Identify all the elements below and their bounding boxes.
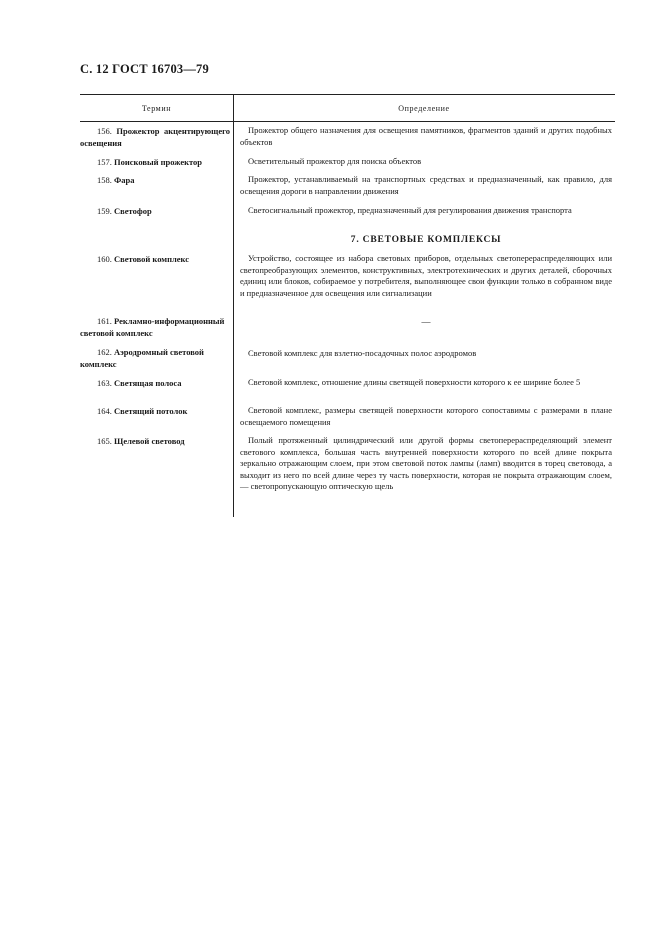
term-cell: 165. Щелевой световод [97,436,185,446]
definition-cell: Осветительный прожектор для поиска объектов [248,156,422,166]
term-cell: 159. Светофор [97,206,152,216]
definition-cell: Световой комплекс, отношение длины светящей поверхности которого к ее ширине более 5 [248,377,581,387]
section-title: 7. СВЕТОВЫЕ КОМПЛЕКСЫ [350,235,502,245]
definition-cell: Прожектор, устанавливаемый на транспортных средствах и предназначенный, как правило, для освещения дороги в направлении движения [240,174,612,196]
table-top-rule [80,94,615,95]
definition-cell: Устройство, состоящее из набора световых приборов, отдельных светоперераспределяющих или светопреобразующих элементов, конструктивных, электротехнических и других деталей, сборочных единиц или блоков, собираемое у потребителя, выполняющее свои функции только в собранном виде и предназначенное для освещения или сигнализации [240,253,612,298]
term-cell: 156. Прожектор акцентирующего освещения [80,126,231,148]
column-divider [233,94,234,517]
page-header: С. 12 ГОСТ 16703—79 [80,62,209,76]
term-cell: 162. Аэродромный световой комплекс [80,347,204,369]
definition-cell: Световой комплекс для взлетно-посадочных полос аэродромов [248,348,477,358]
definition-cell: Световой комплекс, размеры светящей поверхности которого сопоставимы с размерами в плане освещаемого помещения [240,405,612,427]
definition-cell: — [421,317,431,327]
term-cell: 160. Световой комплекс [97,254,189,264]
column-header-definition: Определение [398,104,450,113]
term-cell: 164. Светящий потолок [97,406,188,416]
definition-cell: Полый протяженный цилиндрический или другой формы светоперераспределяющий элемент светового комплекса, большая часть внутренней поверхности которого по всей длине покрыта зеркально отражающим слоем, при этом световой поток лампы (ламп) вводится в торец световода, а выходит из него по всей длине через ту часть поверхности, которая не покрыта отражающим слоем, — светопропускающую оптическую щель [240,435,612,491]
term-cell: 163. Светящая полоса [97,378,182,388]
term-cell: 161. Рекламно-информационный световой комплекс [80,316,225,338]
table-header-rule [80,121,615,122]
term-cell: 157. Поисковый прожектор [97,157,203,167]
column-header-term: Термин [141,104,172,113]
definition-cell: Светосигнальный прожектор, предназначенный для регулирования движения транспорта [248,205,572,215]
term-cell: 158. Фара [97,175,135,185]
definition-cell: Прожектор общего назначения для освещения памятников, фрагментов зданий и других подобных объектов [240,125,612,147]
